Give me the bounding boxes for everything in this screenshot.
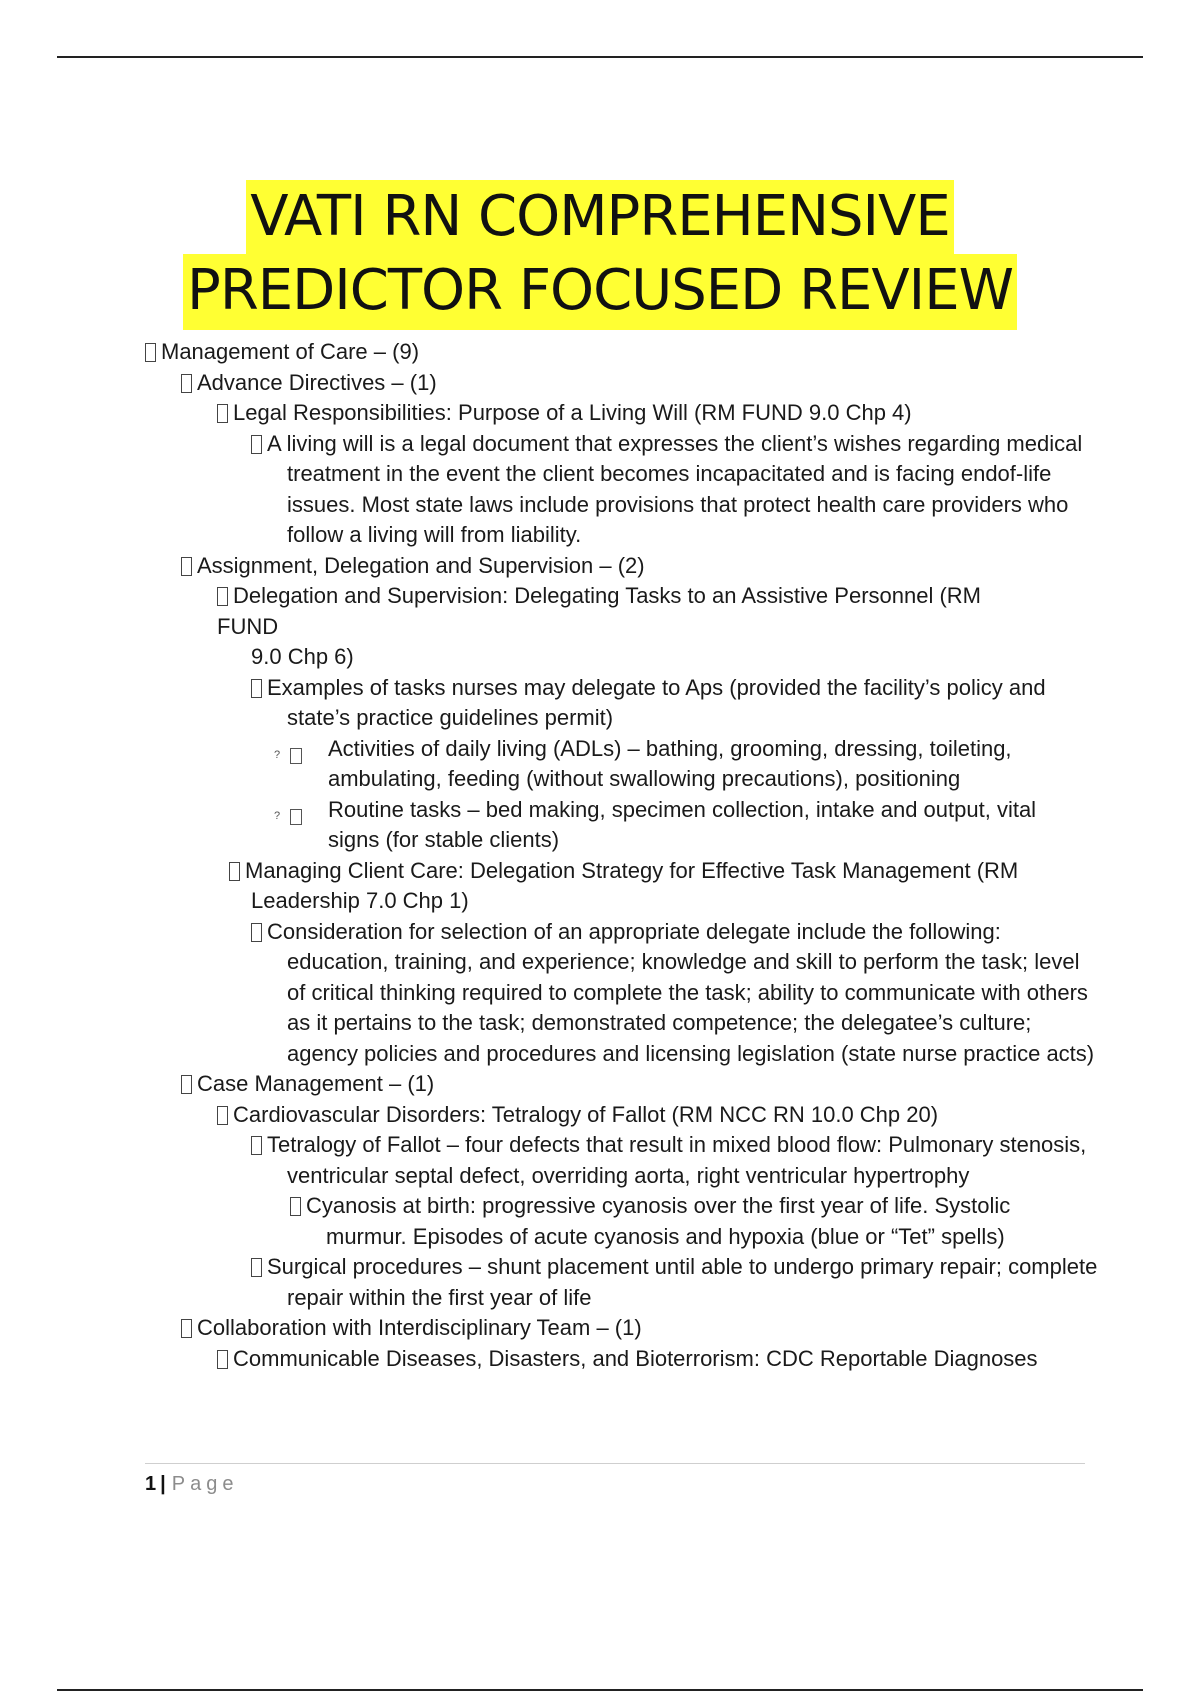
bullet-box-icon [217,1106,228,1125]
outline-item-level2: Assignment, Delegation and Supervision – (2) [181,551,1090,582]
bullet-box-icon [181,1075,192,1094]
page-label: Page [171,1473,239,1495]
bullet-box-icon [217,1350,228,1369]
outline-item-level2: Collaboration with Interdisciplinary Team – (1) [181,1313,1090,1344]
outline-item-level4: Surgical procedures – shunt placement until able to undergo primary repair; complete repair within the first year of life [251,1252,1102,1313]
outline-item-level4: Examples of tasks nurses may delegate to Aps (provided the facility’s policy and state’s practice guidelines permit) [251,673,1087,734]
outline-item-level1: Management of Care – (9) [145,337,1090,368]
bullet-box-icon [181,557,192,576]
bullet-box-icon [229,862,240,881]
outline-item-level4: Consideration for selection of an appropriate delegate include the following: education, training, and experience; knowledge and skill to perform the task; level of critical thinking required to complete the task; ability to communicate with others as it pertains to the task; demonstrated competence; the delegatee’s culture; agency policies and procedures and licensing legislation (state nurse practice acts) [251,917,1102,1070]
bullet-box-icon [145,343,156,362]
bullet-box-icon [217,404,228,423]
bullet-box-icon [181,1319,192,1338]
outline-item-level2: Advance Directives – (1) [181,368,1090,399]
bullet-box-icon [251,923,262,942]
footer-rule [145,1463,1085,1464]
bullet-box-icon [217,587,228,606]
outline-item-level3: Managing Client Care: Delegation Strategy for Effective Task Management (RM Leadership 7.0 Chp 1) [217,856,1071,917]
bottom-rule [57,1689,1143,1691]
document-title [0,180,1200,328]
bullet-box-icon [251,435,262,454]
outline-item-level5: ? Activities of daily living (ADLs) – bathing, grooming, dressing, toileting, ambulating, feeding (without swallowing precautions), positioning [273,735,1012,791]
title-line-2: PREDICTOR FOCUSED REVIEW [183,254,1017,330]
outline-item-level3: Delegation and Supervision: Delegating Tasks to an Assistive Personnel (RM [217,581,1090,612]
outline-item-level3: Legal Responsibilities: Purpose of a Living Will (RM FUND 9.0 Chp 4) [217,398,1090,429]
bullet-symbol-icon: ? [290,809,302,825]
page-footer [145,1471,238,1497]
outline-item-level5: ? Routine tasks – bed making, specimen collection, intake and output, vital signs (for stable clients) [273,796,1037,852]
page-number: 1 [145,1473,157,1495]
outline-item-continuation: 9.0 Chp 6) [251,644,354,669]
outline-item-level5: Cyanosis at birth: progressive cyanosis over the first year of life. Systolic murmur. Episodes of acute cyanosis and hypoxia (blue or “Tet” spells) [290,1191,1096,1252]
outline-body [145,337,1098,1374]
bullet-symbol-icon: ? [290,748,302,764]
header-rule [57,56,1143,58]
outline-item-continuation: FUND [217,613,279,639]
bullet-box-icon [290,1197,301,1216]
outline-item-level2: Case Management – (1) [181,1069,1090,1100]
footer-separator: | [160,1473,166,1495]
bullet-box-icon [251,679,262,698]
bullet-box-icon [251,1136,262,1155]
outline-item-level4: A living will is a legal document that expresses the client’s wishes regarding medical treatment in the event the client becomes incapacitated and is facing endof-life issues. Most state laws include provisions that protect health care providers who follow a living will from liability. [251,429,1087,551]
bullet-box-icon [251,1258,262,1277]
outline-item-level3: Communicable Diseases, Disasters, and Bioterrorism: CDC Reportable Diagnoses [217,1344,1090,1375]
title-line-1: VATI RN COMPREHENSIVE [246,180,954,256]
outline-item-level3: Cardiovascular Disorders: Tetralogy of Fallot (RM NCC RN 10.0 Chp 20) [217,1100,1090,1131]
outline-item-level4: Tetralogy of Fallot – four defects that result in mixed blood flow: Pulmonary stenosis, ventricular septal defect, overriding aorta, right ventricular hypertrophy [251,1130,1102,1191]
bullet-box-icon [181,374,192,393]
